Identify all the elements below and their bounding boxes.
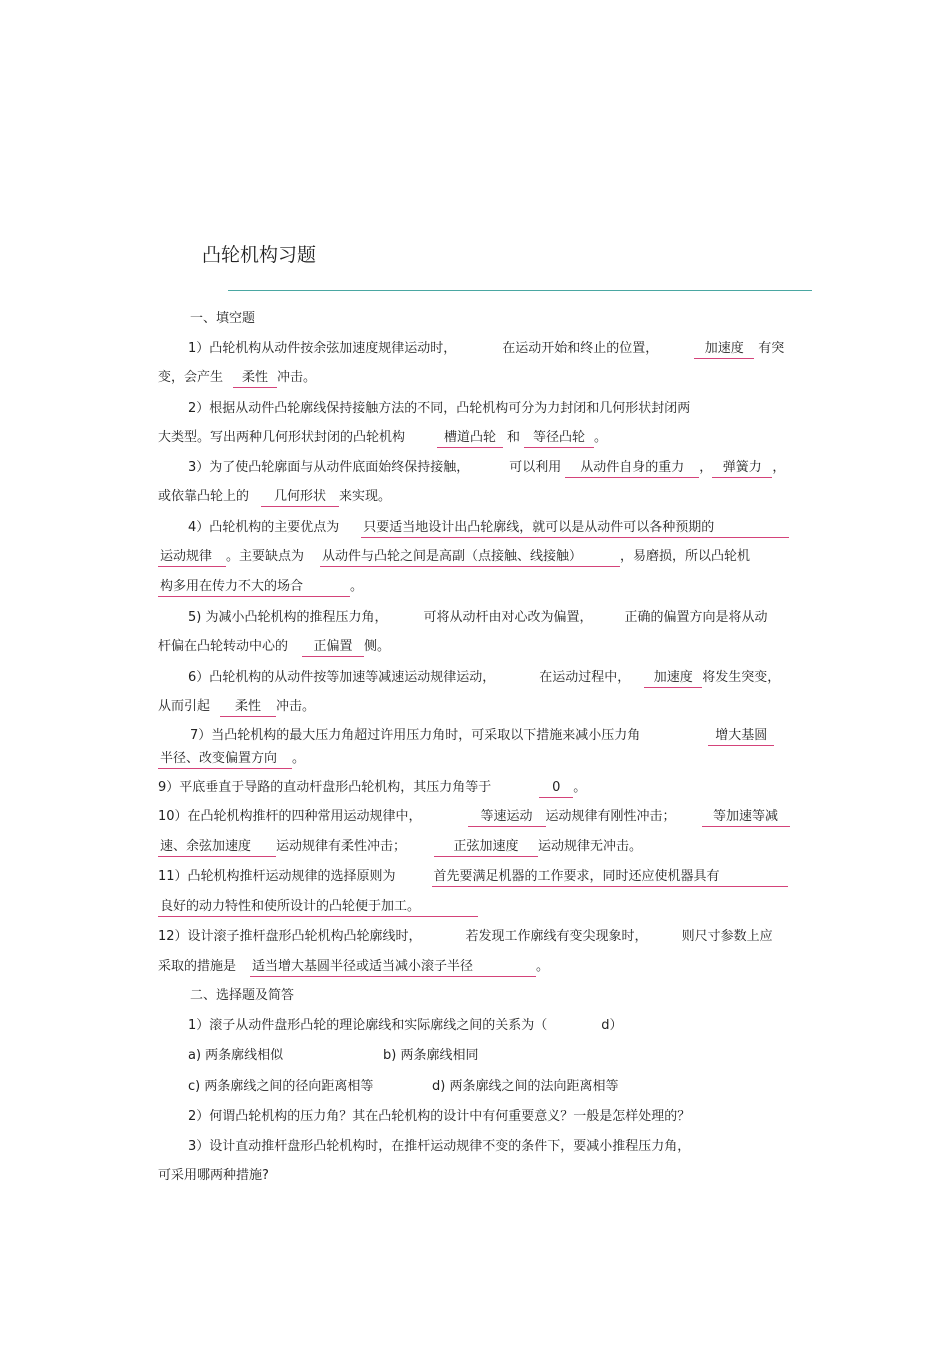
answer-blank: 加速度 xyxy=(694,340,754,359)
question-5-line-1: 5) 为减小凸轮机构的推程压力角， 可将从动杆由对心改为偏置， 正确的偏置方向是将从动 xyxy=(188,610,768,625)
question-4-line-3: 构多用在传力不大的场合 。 xyxy=(158,578,363,597)
answer-blank: 首先要满足机器的工作要求，同时还应使机器具有 xyxy=(432,868,788,887)
question-10-line-1: 10）在凸轮机构推杆的四种常用运动规律中， 等速运动 运动规律有刚性冲击； 等加速等减 xyxy=(158,808,790,827)
question-11-line-1: 11）凸轮机构推杆运动规律的选择原则为 首先要满足机器的工作要求，同时还应使机器具有 xyxy=(158,868,788,887)
answer-blank: 从动件自身的重力 xyxy=(565,459,699,478)
answer-blank: 只要适当地设计出凸轮廓线，就可以是从动件可以各种预期的 xyxy=(361,519,789,538)
section-heading-fill: 一、填空题 xyxy=(190,311,256,326)
answer-blank: 正弦加速度 xyxy=(434,838,538,857)
title-divider xyxy=(228,290,812,291)
question-3-line-1: 3）为了使凸轮廓面与从动件底面始终保持接触， 可以利用 从动件自身的重力 ， 弹簧力 ， xyxy=(188,459,785,478)
question-2-line-2: 大类型。写出两种几何形状封闭的凸轮机构 槽道凸轮 和 等径凸轮 。 xyxy=(158,429,607,448)
short-answer-question-2: 2）何谓凸轮机构的压力角？其在凸轮机构的设计中有何重要意义？一般是怎样处理的？ xyxy=(188,1109,691,1124)
answer-blank: 等速运动 xyxy=(468,808,546,827)
short-answer-question-3-line-1: 3）设计直动推杆盘形凸轮机构时，在推杆运动规律不变的条件下，要减小推程压力角， xyxy=(188,1139,691,1154)
question-4-line-1: 4）凸轮机构的主要优点为 只要适当地设计出凸轮廓线，就可以是从动件可以各种预期的 xyxy=(188,519,789,538)
answer-blank: 正偏置 xyxy=(302,638,364,657)
answer-blank: 等径凸轮 xyxy=(524,429,594,448)
answer-blank: 0 xyxy=(539,779,573,798)
question-11-line-2 xyxy=(158,898,478,917)
page-title: 凸轮机构习题 xyxy=(202,244,317,266)
question-2-line-1: 2）根据从动件凸轮廓线保持接触方法的不同，凸轮机构可分为力封闭和几何形状封闭两 xyxy=(188,401,691,416)
question-3-line-2: 或依靠凸轮上的 几何形状 来实现。 xyxy=(158,488,391,507)
question-9: 9）平底垂直于导路的直动杆盘形凸轮机构，其压力角等于 0 。 xyxy=(158,779,586,798)
answer-blank: 运动规律 xyxy=(158,548,226,567)
question-7-line-2: 半径、改变偏置方向 。 xyxy=(158,750,305,769)
answer-blank: 加速度 xyxy=(644,669,702,688)
answer-blank: 良好的动力特性和使所设计的凸轮便于加工。 xyxy=(158,898,478,917)
question-5-line-2: 杆偏在凸轮转动中心的 正偏置 侧。 xyxy=(158,638,390,657)
answer-blank: 构多用在传力不大的场合 xyxy=(158,578,350,597)
answer-blank: 半径、改变偏置方向 xyxy=(158,750,292,769)
choice-question-1: 1）滚子从动件盘形凸轮的理论廓线和实际廓线之间的关系为（ d） xyxy=(188,1018,623,1033)
answer-blank: 柔性 xyxy=(220,698,276,717)
answer-blank: 增大基圆 xyxy=(708,727,774,746)
question-1-line-1: 1）凸轮机构从动件按余弦加速度规律运动时， 在运动开始和终止的位置， 加速度 有突 xyxy=(188,340,784,359)
question-7-line-1: 7）当凸轮机构的最大压力角超过许用压力角时，可采取以下措施来减小压力角 增大基圆 xyxy=(190,727,774,746)
answer-blank: 等加速等减 xyxy=(702,808,790,827)
answer-blank: 槽道凸轮 xyxy=(437,429,503,448)
section-heading-choice: 二、选择题及简答 xyxy=(190,988,295,1003)
answer-blank: 从动件与凸轮之间是高副（点接触、线接触） xyxy=(320,548,620,567)
answer-blank: 速、余弦加速度 xyxy=(158,838,276,857)
question-12-line-2: 采取的措施是 适当增大基圆半径或适当减小滚子半径 。 xyxy=(158,958,549,977)
question-6-line-1: 6）凸轮机构的从动件按等加速等减速运动规律运动， 在运动过程中， 加速度 将发生突变， xyxy=(188,669,780,688)
answer-blank: 弹簧力 xyxy=(712,459,772,478)
question-4-line-2: 运动规律 。主要缺点为 从动件与凸轮之间是高副（点接触、线接触） ，易磨损，所以凸轮机 xyxy=(158,548,750,567)
answer-blank: 柔性 xyxy=(233,369,277,388)
question-6-line-2: 从而引起 柔性 冲击。 xyxy=(158,698,315,717)
answer-blank: 几何形状 xyxy=(261,488,339,507)
choice-options-row-2: c) 两条廓线之间的径向距离相等 d) 两条廓线之间的法向距离相等 xyxy=(188,1079,619,1094)
question-10-line-2: 速、余弦加速度 运动规律有柔性冲击； 正弦加速度 运动规律无冲击。 xyxy=(158,838,642,857)
choice-options-row-1: a) 两条廓线相似 b) 两条廓线相同 xyxy=(188,1048,479,1063)
short-answer-question-3-line-2: 可采用哪两种措施? xyxy=(158,1168,269,1183)
question-1-line-2: 变，会产生 柔性 冲击。 xyxy=(158,369,316,388)
answer-blank: 适当增大基圆半径或适当减小滚子半径 xyxy=(250,958,536,977)
question-12-line-1: 12）设计滚子推杆盘形凸轮机构凸轮廓线时， 若发现工作廓线有变尖现象时， 则尺寸参数上应 xyxy=(158,929,773,944)
